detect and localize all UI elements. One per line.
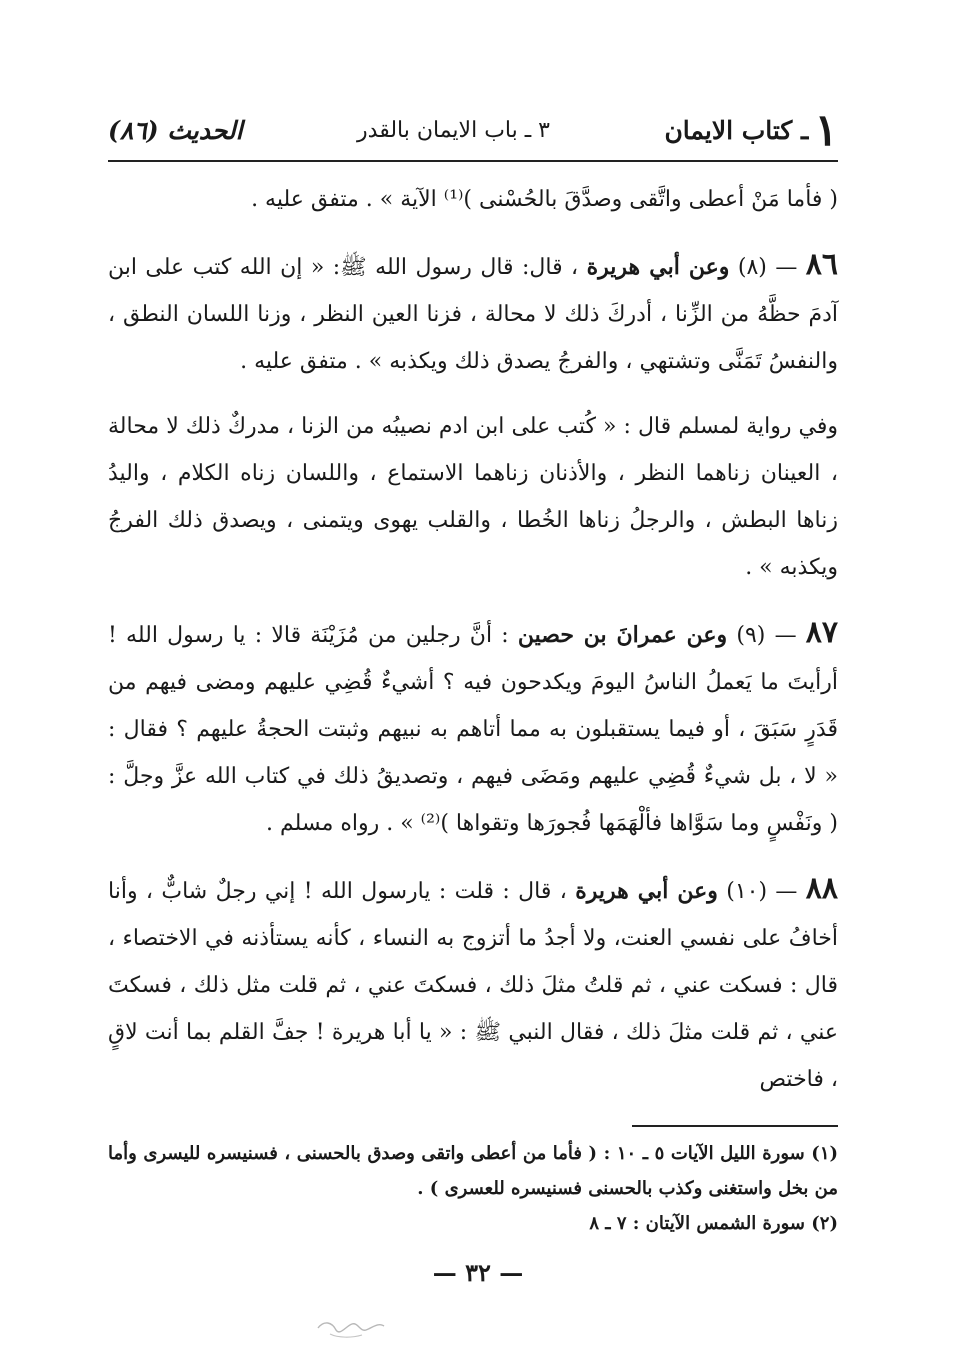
hadith-text: ، قال: قال رسول الله ﷺ: « إن الله كتب على ابن آدمَ حظَّهُ من الزِّنا ، أدركَ ذلك لا محالة ، فزنا العين النظر ، وزنا اللسان النطق ، والنفسُ تَمَنَّى وتشتهي ، والفرجُ يصدق ذلك ويكذبه » . متفق عليه .: [108, 255, 838, 374]
hadith-number: ٨٨: [805, 871, 839, 906]
hadith-dash: —: [775, 879, 798, 904]
continuation-paragraph: ( فأما مَنْ أعطى واتَّقى وصدَّقَ بالحُسْنى )⁽¹⁾ الآية » . متفق عليه .: [251, 187, 838, 212]
hadith-narrator: وعن أبي هريرة: [586, 254, 730, 280]
hadith-sequence: (٩): [736, 623, 766, 648]
main-text: [108, 176, 838, 1121]
hadith-reference: الحديث (٨٦): [108, 115, 243, 145]
footnote-2: (٢) سورة الشمس الآيتان : ٧ ـ ٨: [589, 1213, 838, 1234]
hadith-87: [108, 609, 838, 847]
hadith-88: [108, 865, 838, 1103]
hadith-narrator: وعن عمرانَ بن حصين: [517, 622, 728, 648]
hadith-number: ٨٦: [805, 247, 839, 282]
hadith-text: : أنَّ رجلين من مُزَيْنَة قالا : يا رسول الله ! أرأيتَ ما يَعملُ الناسُ اليومَ ويكدحون فيه ؟ أشيءٌ قُضِي عليهم ومضى فيهم من قَدَرٍ سَبَقَ ، أو فيما يستقبلون به مما أتاهم به نبيهم وثبتت الحجةُ عليهم ؟ فقال : « لا ، بل شيءٌ قُضِي عليهم ومَضَى فيهم ، وتصديقُ ذلك في كتاب الله عزَّ وجلَّ : ( ونَفْسٍ وما سَوَّاها فألْهَمَها فُجورَها وتقواها )⁽²⁾ » . رواه مسلم .: [108, 623, 838, 836]
section-title: ٣ ـ باب الايمان بالقدر: [357, 117, 550, 143]
header-divider: [108, 160, 838, 162]
hadith-number: ٨٧: [805, 615, 838, 650]
chapter-heading: [664, 105, 838, 156]
footnote-divider: [632, 1125, 838, 1127]
muslim-narration: وفي رواية لمسلم قال : « كُتب على ابن ادم نصيبُه من الزنا ، مدركٌ ذلك لا محالة ، العينان زناهما النظر ، والأذنان زناهما الاستماع ، واللسان زناه الكلام ، واليدُ زناها البطش ، والرجلُ زناها الخُطا ، والقلب يهوى ويتمنى ، ويصدق ذلك الفرجُ ويكذبه » .: [108, 414, 838, 580]
hadith-sequence: (١٠): [726, 879, 768, 904]
hadith-narrator: وعن أبي هريرة: [575, 878, 718, 904]
hadith-text: ، قال : قلت : يارسول الله ! إني رجلٌ شابٌّ ، وأنا أخافُ على نفسي العنت، ولا أجدُ ما أتزوج به النساء ، كأنه يستأذنه في الاختصاء ، قال : فسكت عني ، ثم قلتُ مثلَ ذلك ، فسكتَ عني ، ثم قلت مثل ذلك ، فسكتَ عني ، ثم قلت مثلَ ذلك ، فقال النبي ﷺ : « يا أبا هريرة ! جفَّ القلم بما أنت لاقٍ ، فاختص: [108, 879, 838, 1092]
hadith-sequence: (٨): [737, 255, 767, 280]
hadith-86: [108, 241, 838, 385]
page-number: — ٣٢ —: [432, 1258, 524, 1287]
chapter-number: ١: [814, 104, 838, 156]
footnotes: [108, 1136, 838, 1241]
pencil-scribble-mark: [312, 1308, 392, 1344]
hadith-dash: —: [775, 255, 798, 280]
hadith-dash: —: [774, 623, 797, 648]
running-header: [108, 104, 838, 156]
footnote-1: (١) سورة الليل الآيات ٥ ـ ١٠ : ( فأما من أعطى واتقى وصدق بالحسنى ، فسنيسره لليسرى وأما من بخل واستغنى وكذب بالحسنى فسنيسره للعسرى ) .: [108, 1143, 839, 1199]
chapter-title: ـ كتاب الايمان: [664, 115, 809, 145]
